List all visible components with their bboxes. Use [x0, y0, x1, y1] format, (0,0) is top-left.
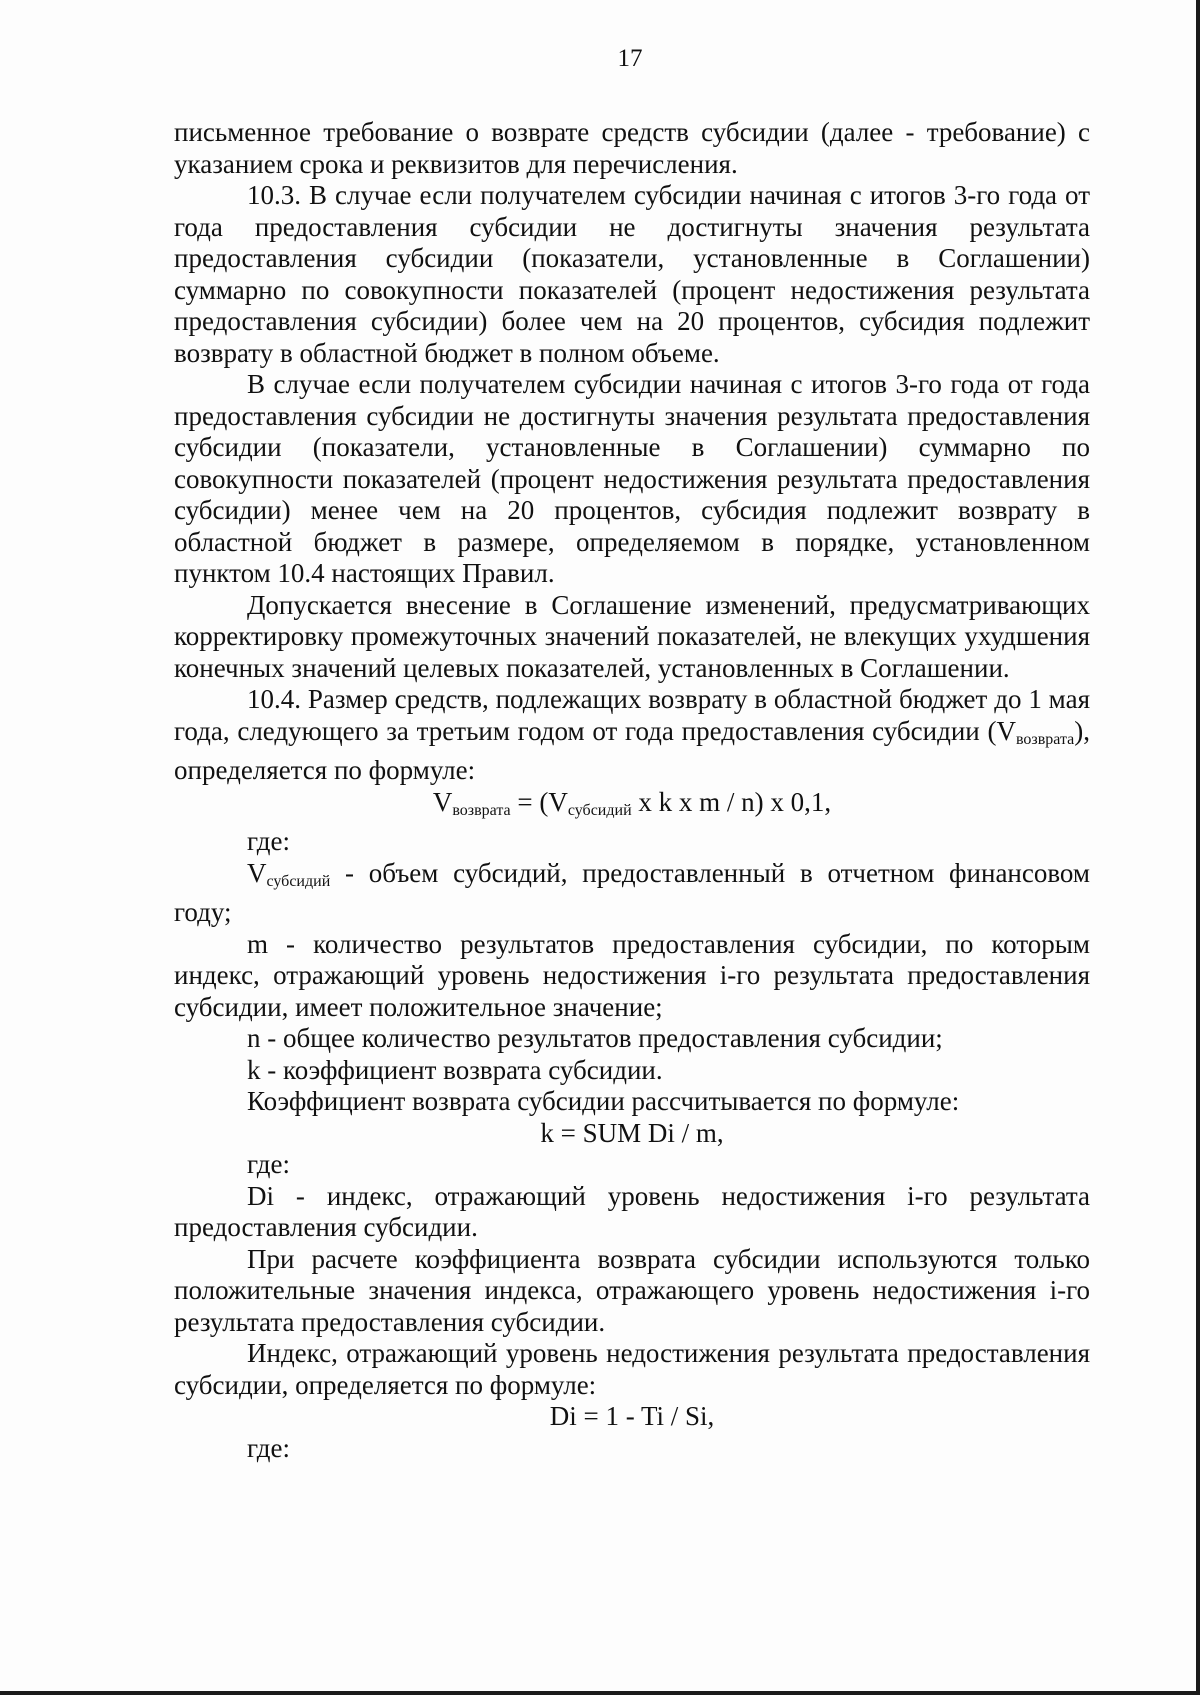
scan-edge-bottom — [0, 1691, 1200, 1695]
definition-k: k - коэффициент возврата субсидии. — [247, 1054, 663, 1085]
document-body — [174, 117, 1090, 1464]
where-label-2: где: — [247, 1149, 290, 1179]
scan-edge-right — [1196, 0, 1200, 1695]
paragraph-index-formula-intro: Индекс, отражающий уровень недостижения результата предоставления субсидии, определяется по формуле: — [174, 1338, 1090, 1400]
coefficient-intro: Коэффициент возврата субсидии рассчитывается по формуле: — [247, 1086, 960, 1116]
paragraph-amendments: Допускается внесение в Соглашение изменений, предусматривающих корректировку промежуточных значений показателей, не влекущих ухудшения конечных значений целевых показателей, установленных в Соглашении. — [174, 589, 1090, 683]
paragraph-less-than-20: В случае если получателем субсидии начиная с итогов 3-го года от года предоставления субсидии не достигнуты значения результата предоставления субсидии (показатели, установленные в Соглашении) суммарно по совокупности показателей (процент недостижения результата предоставления субсидии) менее чем на 20 процентов, субсидия подлежит возврату в областной бюджет в размере, определяемом в порядке, установленном пунктом 10.4 настоящих Правил. — [174, 369, 1090, 588]
definition-n: n - общее количество результатов предоставления субсидии; — [247, 1023, 943, 1053]
paragraph-10-3: 10.3. В случае если получателем субсидии начиная с итогов 3-го года от года предоставления субсидии не достигнуты значения результата предоставления субсидии (показатели, установленные в Соглашении) суммарно по совокупности показателей (процент недостижения результата предоставления субсидии) более чем на 20 процентов, субсидия подлежит возврату в областной бюджет в полном объеме. — [174, 180, 1090, 368]
formula-di: Di = 1 - Ti / Si, — [549, 1401, 715, 1431]
formula-v-return: $V_{возврата} = (V_{субсидий}$ x k x m / n) x 0,1, — [432, 786, 832, 819]
paragraph-requirement: письменное требование о возврате средств субсидии (далее - требование) с указанием срока и реквизитов для перечисления. — [174, 117, 1090, 179]
where-label-1: где: — [247, 826, 290, 856]
formula-k: k = SUM Di / m, — [540, 1117, 724, 1148]
paragraph-10-4: 10.4. Размер средств, подлежащих возврату в областной бюджет до 1 мая года, следующего за третьим годом от года предоставления субсидии $(V_{возврата})$, определяется по формуле: — [174, 684, 1090, 785]
definition-m: m - количество результатов предоставления субсидии, по которым индекс, отражающий уровень недостижения i-го результата предоставления субсидии, имеет положительное значение; — [174, 928, 1090, 1022]
where-label-3: где: — [247, 1432, 290, 1463]
definition-di: Di - индекс, отражающий уровень недостижения i-го результата предоставления субсидии. — [174, 1180, 1090, 1242]
paragraph-positive-values: При расчете коэффициента возврата субсидии используются только положительные значения индекса, отражающего уровень недостижения i-го результата предоставления субсидии. — [174, 1243, 1090, 1337]
definition-v-subsidies: $V_{субсидий}$ - объем субсидий, предоставленный в отчетном финансовом году; — [174, 857, 1090, 927]
page-number: 17 — [617, 45, 643, 72]
